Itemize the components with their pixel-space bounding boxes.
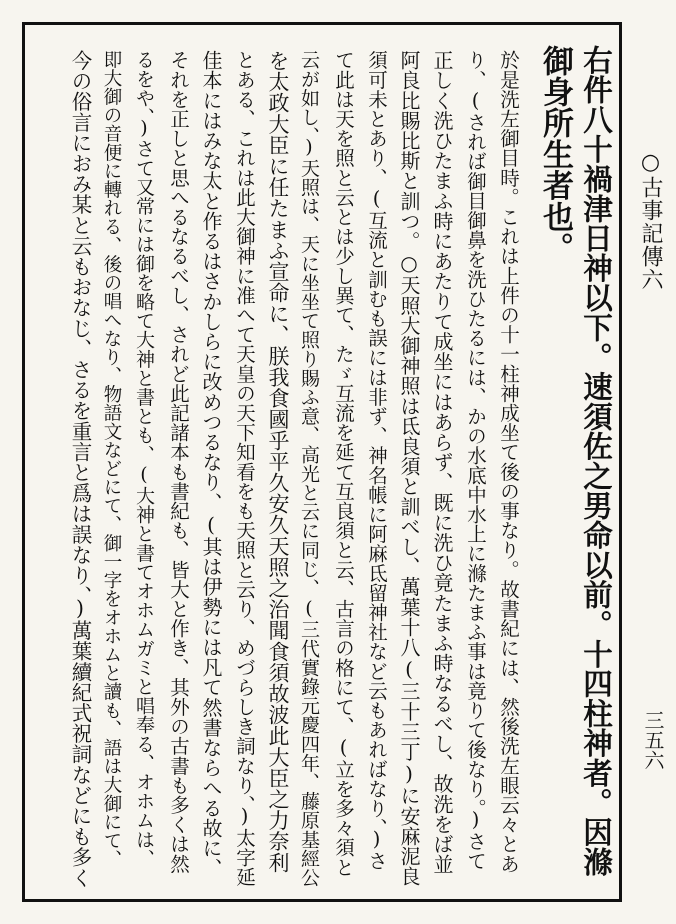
body-line-4: 阿良比賜比斯と訓つ。○天照大御神照は氐良須と訓べし、萬葉十八(三十三丁)に安麻泥良 xyxy=(397,50,421,887)
body-line-8: を太政大臣に任たまふ宣命に、朕我食國乎平久安久天照之治聞食須故波此大臣之力奈利 xyxy=(266,50,290,873)
body-line-12: るをや、)さて又常には御を略て大神と書とも、(大神と書てオホムガミと唱奉る、オホムは、 xyxy=(133,50,155,868)
body-line-5: 須可未とあり、(互流と訓むも誤には非ず、神名帳に阿麻氐留神社など云もあればなり、)さ xyxy=(365,50,388,871)
body-line-10: 佳本にはみな太と作るはさかしらに改めつるなり、(其は伊勢には凡て然書ならへる故に、 xyxy=(199,50,223,879)
body-line-14: 今の俗言におみ某と云もおなじ、さるを重言と爲は誤なり、)萬葉續紀式祝詞などにも多く xyxy=(68,50,92,888)
running-head: ○古事記傳六 xyxy=(638,150,663,291)
title-line-1: 右件八十禍津日神以下。速須佐之男命以前。十四柱神者。因滌 xyxy=(579,45,614,877)
body-line-6: て此は天を照と云とは少し異て、たゞ互流を延て互良須と云、古言の格にて、(立を多々須と xyxy=(332,50,355,877)
body-line-1: 於是洗左御目時。これは上件の十一柱神成坐て後の事なり。故書紀には、然後洗左眼云々とあ xyxy=(497,50,520,874)
body-line-2: り、(されば御目御鼻を洗ひたるには、かの水底中水上に滌たまふ事は竟りて後なり。)さて xyxy=(464,50,487,871)
body-line-7: 云が如し、)天照は、天に坐坐て照り賜ふ意、高光と云に同じ、(三代實錄元慶四年、藤原基經公 xyxy=(298,50,320,887)
body-line-3: 正しく洗ひたまふ時にあたりて成坐にはあらず、既に洗ひ竟たまふ時なるべし、故洗をば並 xyxy=(430,50,454,875)
title-line-2: 御身所生者也。 xyxy=(537,45,573,264)
page-number: 三五六 xyxy=(641,710,665,770)
body-line-9: とある、これは此大御神に准へて天皇の天下知看をも天照と云り、めづらしき詞なり、)太字延 xyxy=(233,50,256,887)
body-line-11: それを正しと思へるなるべし、されど此記諸本も書紀も、皆大と作き、其外の古書も多くは然 xyxy=(167,50,190,874)
body-line-13: 即大御の音便に轉れる、後の唱へなり、物語文などにて、御一字をオホムと讀も、語は大御にて、 xyxy=(101,50,122,869)
